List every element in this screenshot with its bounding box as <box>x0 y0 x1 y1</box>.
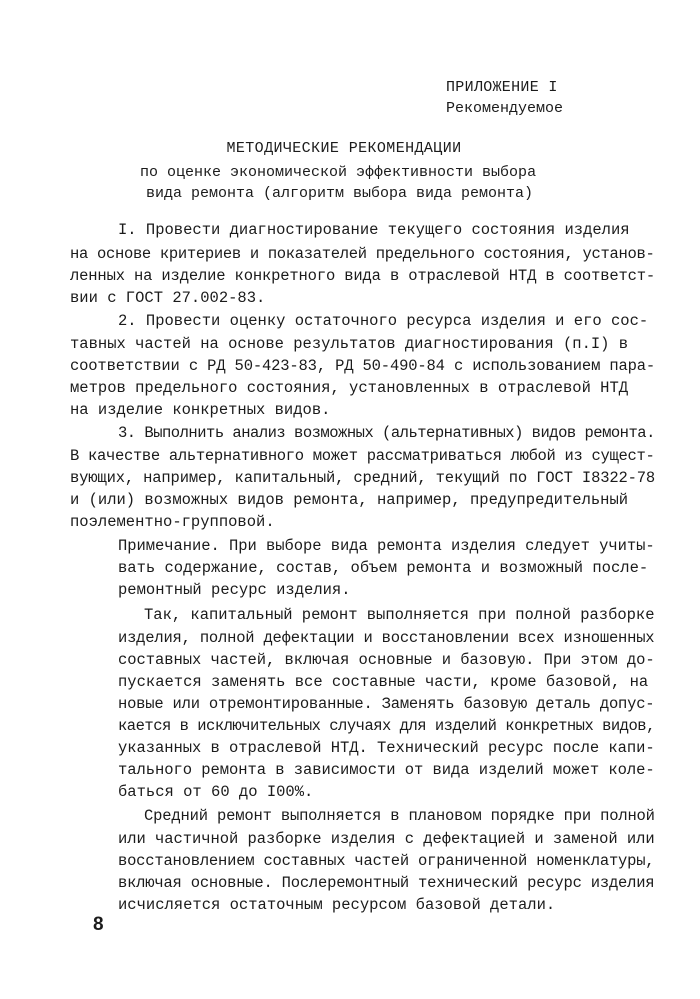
paragraph-line: 2. Провести оценку остаточного ресурса изделия и его сос- <box>118 312 649 330</box>
paragraph-line: соответствии с РД 50-423-83, РД 50-490-84 с использованием пара- <box>70 357 656 375</box>
paragraph-line: пускается заменять все составные части, кроме базовой, на <box>118 673 649 691</box>
paragraph-line: кается в исключительных случаях для изделий конкретных видов, <box>118 717 655 735</box>
paragraph-line: включая основные. Послеремонтный технический ресурс изделия <box>118 874 655 892</box>
paragraph-line: вующих, например, капитальный, средний, текущий по ГОСТ I8322-78 <box>70 469 656 487</box>
paragraph-line: на основе критериев и показателей предельного состояния, установ- <box>70 245 655 263</box>
note-line: ремонтный ресурс изделия. <box>118 581 351 599</box>
paragraph-line: тавных частей на основе результатов диагностирования (п.I) в <box>70 335 629 353</box>
paragraph-line: метров предельного состояния, установленных в отраслевой НТД <box>70 379 629 397</box>
paragraph-line: Так, капитальный ремонт выполняется при полной разборке <box>144 606 655 624</box>
paragraph-line: и (или) возможных видов ремонта, например, предупредительный <box>70 491 629 509</box>
paragraph-line: В качестве альтернативного может рассматриваться любой из сущест- <box>70 447 655 465</box>
paragraph-line: ленных на изделие конкретного вида в отраслевой НТД в соответст- <box>70 267 656 285</box>
paragraph-line: новые или отремонтированные. Заменять базовую деталь допус- <box>118 695 655 713</box>
appendix-status: Рекомендуемое <box>446 100 564 117</box>
paragraph-line: баться от 60 до I00%. <box>118 783 314 801</box>
paragraph-line: тального ремонта в зависимости от вида изделий может коле- <box>118 761 655 779</box>
paragraph-line: восстановлением составных частей ограниченной номенклатуры, <box>118 852 655 870</box>
paragraph-line: изделия, полной дефектации и восстановлении всех изношенных <box>118 629 655 647</box>
paragraph-line: поэлементно-групповой. <box>70 513 275 531</box>
document-subtitle-line-1: по оценке экономической эффективности выбора <box>140 164 537 181</box>
paragraph-line: Средний ремонт выполняется в плановом порядке при полной <box>144 807 655 825</box>
appendix-label: ПРИЛОЖЕНИЕ I <box>446 79 558 96</box>
note-line: Примечание. При выборе вида ремонта изделия следует учиты- <box>118 537 655 555</box>
document-subtitle-line-2: вида ремонта (алгоритм выбора вида ремонта) <box>146 185 534 202</box>
paragraph-line: составных частей, включая основные и базовую. При этом до- <box>118 651 655 669</box>
paragraph-line: 3. Выполнить анализ возможных (альтернативных) видов ремонта. <box>118 424 655 442</box>
page-number: 8 <box>93 914 104 935</box>
paragraph-line: вии с ГОСТ 27.002-83. <box>70 289 266 307</box>
document-title: МЕТОДИЧЕСКИЕ РЕКОМЕНДАЦИИ <box>226 140 462 157</box>
paragraph-line: I. Провести диагностирование текущего состояния изделия <box>118 221 630 239</box>
paragraph-line: на изделие конкретных видов. <box>70 401 331 419</box>
paragraph-line: указанных в отраслевой НТД. Технический ресурс после капи- <box>118 739 655 757</box>
paragraph-line: исчисляется остаточным ресурсом базовой детали. <box>118 896 556 914</box>
paragraph-line: или частичной разборке изделия с дефектацией и заменой или <box>118 830 655 848</box>
note-line: вать содержание, состав, объем ремонта и возможный после- <box>118 559 649 577</box>
